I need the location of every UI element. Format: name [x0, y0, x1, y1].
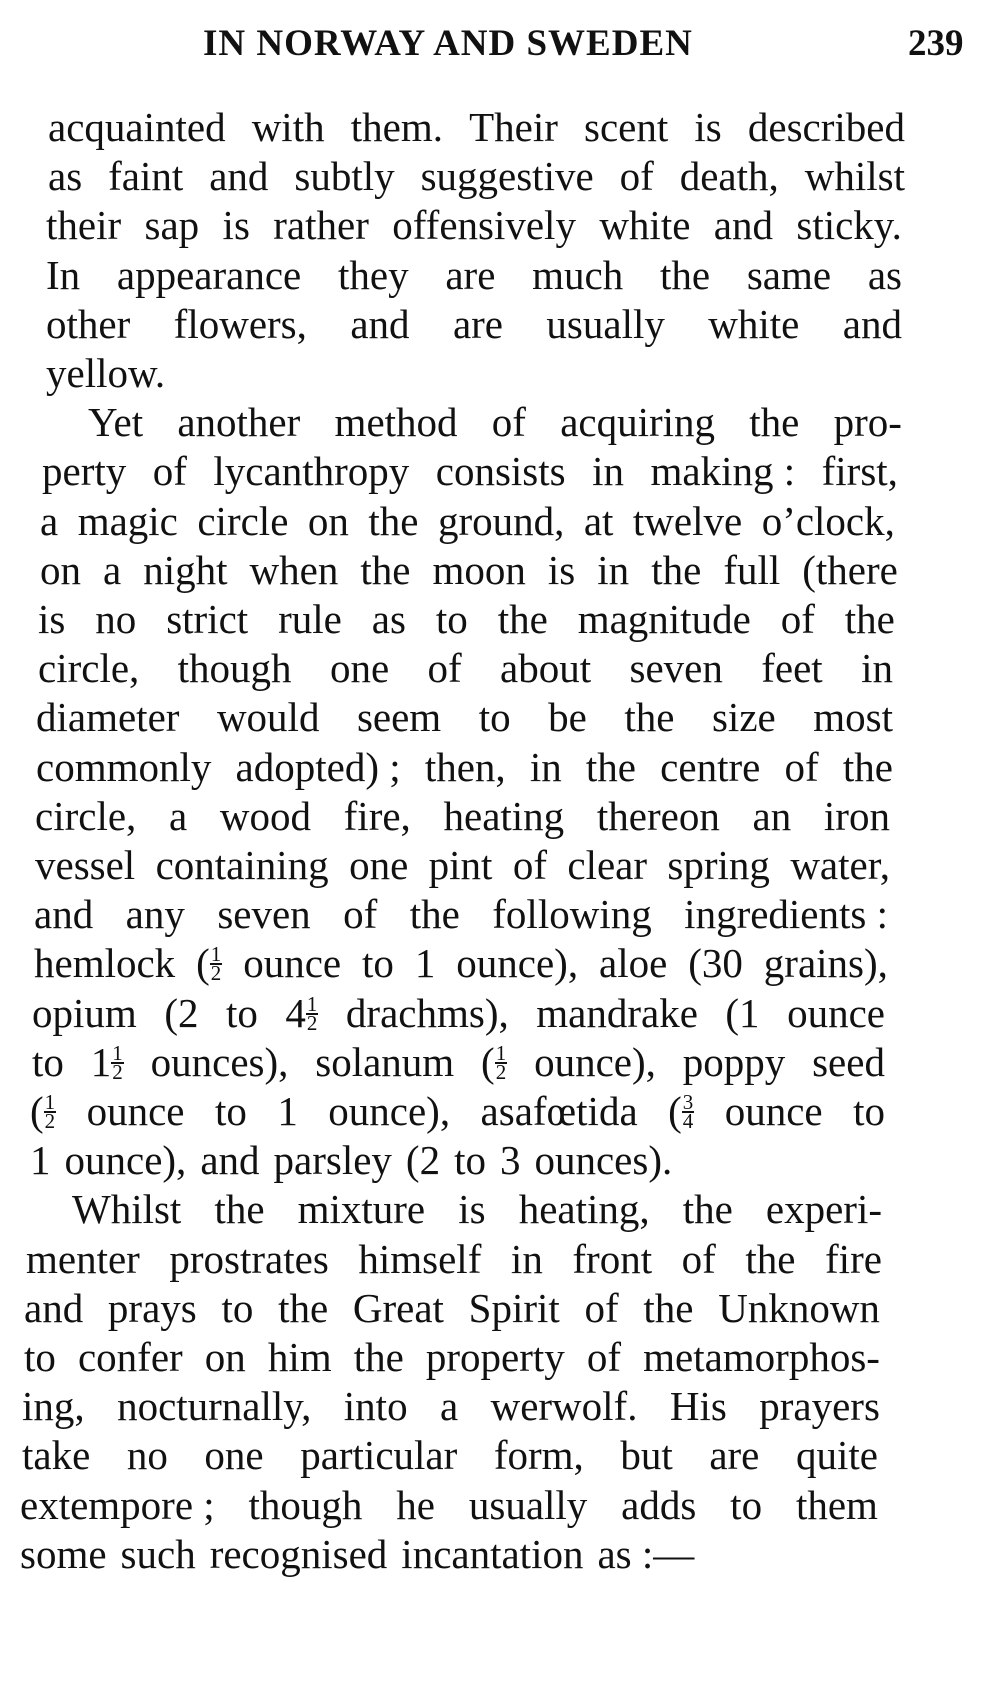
word: diameter — [36, 694, 180, 741]
word: twelve — [632, 497, 743, 544]
word: the — [651, 546, 702, 593]
word: the — [368, 497, 419, 544]
word: to — [435, 596, 468, 642]
word: ounce — [787, 989, 885, 1036]
word: quite — [795, 1432, 878, 1479]
word: to — [478, 694, 511, 741]
word: of — [491, 399, 526, 446]
word: a — [103, 546, 122, 593]
word: ( $\frac{1}{2}$ — [481, 1038, 507, 1085]
word: grains), — [763, 940, 888, 987]
word: their — [46, 202, 122, 249]
word: 1 — [414, 940, 436, 987]
word: (1 — [725, 989, 760, 1036]
word: ounces), — [150, 1038, 289, 1085]
word: opium — [32, 989, 137, 1036]
word: of — [681, 1235, 716, 1282]
text-line — [24, 1283, 880, 1333]
word: making : — [650, 448, 796, 495]
word: the — [660, 251, 711, 298]
word: is — [694, 104, 722, 150]
word: of — [780, 596, 815, 642]
word: the — [360, 546, 411, 593]
word: ounce — [86, 1088, 185, 1134]
word: on — [204, 1334, 246, 1380]
word: take — [22, 1432, 91, 1479]
text-line — [72, 1184, 882, 1234]
word: 3 — [499, 1137, 521, 1184]
word: the — [585, 743, 636, 790]
word: acquainted — [48, 104, 226, 150]
word: Yet — [88, 399, 144, 446]
word: the — [353, 1334, 404, 1380]
text-line — [36, 742, 893, 792]
text-line — [38, 643, 893, 693]
word: confer — [77, 1334, 183, 1380]
word: appearance — [116, 251, 302, 298]
word: to — [454, 1137, 486, 1184]
text-line — [35, 791, 890, 841]
word: containing — [155, 842, 329, 888]
word: recognised — [209, 1530, 388, 1577]
word: them. — [350, 104, 443, 150]
word: when — [249, 546, 339, 593]
word: himself — [358, 1235, 482, 1282]
word: metamorphos- — [643, 1334, 880, 1380]
word: a — [168, 792, 188, 839]
word: and — [350, 300, 410, 347]
word: ounce), — [328, 1088, 451, 1134]
word: ( $\frac{1}{2}$ — [196, 940, 222, 987]
word: flowers, — [173, 300, 307, 347]
text-line — [88, 397, 902, 447]
word: particular — [300, 1432, 458, 1479]
word: the — [745, 1235, 796, 1282]
word: adds — [621, 1481, 697, 1528]
word: to — [214, 1088, 247, 1134]
word: hemlock — [34, 940, 176, 987]
word: form, — [493, 1432, 584, 1479]
word: and — [713, 202, 773, 249]
word: and — [209, 153, 269, 200]
word: pint — [428, 842, 493, 888]
word: the — [643, 1284, 694, 1331]
word: magic — [77, 497, 178, 544]
word: Whilst — [72, 1186, 182, 1233]
word: ( $\frac{3}{4}$ — [668, 1088, 694, 1134]
word: front — [572, 1235, 653, 1282]
word: one — [204, 1432, 264, 1479]
word: an — [752, 792, 792, 839]
word: ounce), — [534, 1038, 656, 1085]
word: prayers — [759, 1383, 880, 1430]
word: would — [216, 694, 320, 741]
word: mandrake — [536, 989, 698, 1036]
word: to — [24, 1334, 56, 1380]
text-line — [38, 594, 895, 644]
word: white — [599, 202, 691, 249]
word: and — [200, 1137, 260, 1184]
word: is — [547, 546, 576, 593]
word: heating — [443, 792, 565, 839]
word: though — [248, 1481, 363, 1528]
word: as — [48, 153, 83, 200]
word: ounce), — [64, 1137, 187, 1184]
word: the — [844, 596, 895, 642]
word: and — [842, 300, 902, 347]
word: seven — [629, 645, 723, 692]
word: wood — [219, 792, 311, 839]
word: of — [784, 743, 819, 790]
word: of — [512, 842, 547, 888]
word: rather — [273, 202, 369, 249]
word: heating, — [518, 1186, 650, 1233]
word: poppy — [682, 1038, 786, 1085]
word: lycanthropy — [213, 448, 410, 495]
word: as — [371, 596, 406, 642]
word: first, — [821, 448, 898, 495]
word: the — [749, 399, 800, 446]
text-line — [48, 151, 905, 201]
word: are — [709, 1432, 760, 1479]
word: no — [95, 596, 137, 642]
text-line — [36, 692, 893, 742]
word: in — [597, 546, 630, 593]
word: into — [343, 1383, 408, 1430]
word: white — [708, 300, 800, 347]
word: Their — [469, 104, 558, 150]
word: a — [439, 1383, 459, 1430]
word: to — [730, 1481, 763, 1528]
word: some — [20, 1530, 107, 1577]
word: Unknown — [718, 1284, 880, 1331]
word: o’clock, — [761, 497, 895, 544]
word: usually — [468, 1481, 588, 1528]
word: about — [500, 645, 592, 692]
word: ounce), — [456, 940, 579, 987]
text-line — [46, 200, 902, 250]
text-line — [32, 1037, 885, 1087]
word: no — [126, 1432, 168, 1479]
text-line — [35, 840, 890, 890]
word: perty — [42, 448, 127, 495]
word: as — [867, 251, 902, 298]
text-line — [40, 496, 895, 546]
word: sap — [144, 202, 200, 249]
word: magnitude — [577, 596, 751, 642]
word: size — [711, 694, 776, 741]
word: (there — [802, 546, 898, 593]
word: the — [842, 743, 893, 790]
word: werwolf. — [490, 1383, 638, 1430]
word: are — [445, 251, 496, 298]
word: them — [795, 1481, 878, 1528]
word: whilst — [804, 153, 905, 200]
text-line — [26, 1234, 882, 1284]
word: strict — [166, 596, 249, 642]
word: of — [427, 645, 462, 692]
word: of — [152, 448, 187, 495]
word: of — [343, 891, 378, 938]
word: pro- — [833, 399, 902, 446]
word: consists — [435, 448, 566, 495]
word: a — [40, 497, 59, 544]
word: they — [338, 251, 409, 298]
word: circle — [197, 497, 289, 544]
running-title: IN NORWAY AND SWEDEN — [203, 23, 693, 64]
word: circle, — [38, 645, 140, 692]
word: as :— — [597, 1530, 695, 1577]
word: acquiring — [560, 399, 716, 446]
word: moon — [432, 546, 526, 593]
word: rule — [278, 596, 342, 642]
word: to — [362, 940, 394, 987]
text-line — [48, 102, 905, 152]
word: ground, — [437, 497, 565, 544]
word: the — [409, 891, 460, 938]
word: following — [492, 891, 652, 938]
word: though — [177, 645, 292, 692]
text-line — [20, 1529, 770, 1579]
word: in — [861, 645, 893, 692]
word: property — [425, 1334, 565, 1380]
word: yellow. — [46, 350, 166, 396]
word: ing, — [22, 1383, 85, 1430]
word: one — [329, 645, 390, 692]
text-line — [30, 1086, 885, 1136]
word: the — [497, 596, 548, 642]
word: much — [532, 251, 624, 298]
text-line — [34, 938, 888, 988]
word: nocturnally, — [117, 1383, 312, 1430]
word: prostrates — [169, 1235, 329, 1282]
word: solanum — [315, 1038, 455, 1085]
word: the — [682, 1186, 733, 1233]
word: most — [813, 694, 893, 741]
word: scent — [584, 104, 669, 150]
word: same — [746, 251, 832, 298]
word: full — [723, 546, 781, 593]
word: water, — [790, 842, 890, 888]
word: to — [32, 1038, 64, 1085]
word: fire, — [343, 792, 411, 839]
text-line — [22, 1381, 880, 1431]
word: is — [458, 1186, 486, 1233]
word: extempore ; — [20, 1481, 215, 1528]
text-line — [42, 446, 898, 496]
word: Spirit — [468, 1284, 560, 1331]
word: faint — [108, 153, 184, 200]
word: (2 — [405, 1137, 441, 1184]
word: vessel — [35, 842, 136, 888]
word: commonly — [36, 743, 212, 790]
word: ounce — [243, 940, 342, 987]
word: seed — [812, 1038, 885, 1085]
word: asafœtida — [480, 1088, 638, 1134]
word: circle, — [35, 792, 137, 839]
text-line — [24, 1332, 880, 1382]
word: on — [40, 546, 81, 593]
text-line — [40, 545, 898, 595]
word: of — [586, 1334, 622, 1380]
word: ingredients : — [684, 891, 888, 938]
word: is — [38, 596, 66, 642]
word: menter — [26, 1235, 140, 1282]
word: night — [143, 546, 228, 593]
word: one — [349, 842, 409, 888]
word: ounces). — [534, 1137, 673, 1184]
word: ( $\frac{1}{2}$ — [30, 1088, 56, 1134]
word: 1 $\frac{1}{2}$ — [90, 1038, 123, 1085]
word: seem — [356, 694, 442, 741]
word: drachms), — [345, 989, 509, 1036]
word: feet — [761, 645, 823, 692]
word: but — [620, 1432, 673, 1479]
word: spring — [667, 842, 770, 888]
word: His — [669, 1383, 727, 1430]
word: he — [396, 1481, 435, 1528]
word: in — [510, 1235, 543, 1282]
word: to — [225, 989, 258, 1036]
word: Great — [352, 1284, 444, 1331]
word: be — [548, 694, 587, 741]
text-line — [22, 1430, 878, 1480]
word: him — [267, 1334, 332, 1380]
word: on — [307, 497, 349, 544]
word: seven — [217, 891, 311, 938]
word: 1 — [277, 1088, 298, 1134]
word: the — [214, 1186, 265, 1233]
word: at — [583, 497, 614, 544]
word: prays — [107, 1284, 197, 1331]
word: mixture — [297, 1186, 426, 1233]
word: with — [251, 104, 325, 150]
word: 4 $\frac{1}{2}$ — [285, 989, 318, 1036]
word: centre — [660, 743, 761, 790]
word: (2 — [164, 989, 199, 1036]
word: to — [853, 1088, 885, 1134]
word: aloe — [599, 940, 668, 987]
text-line — [46, 348, 180, 398]
word: described — [747, 104, 905, 150]
word: thereon — [596, 792, 720, 839]
word: are — [452, 300, 503, 347]
word: such — [120, 1530, 196, 1577]
word: death, — [679, 153, 779, 200]
text-line — [34, 889, 888, 939]
word: incantation — [401, 1530, 584, 1577]
text-line — [46, 250, 902, 300]
word: in — [529, 743, 562, 790]
page-number: 239 — [908, 23, 964, 64]
word: subtly — [294, 153, 395, 200]
text-line — [30, 1135, 700, 1185]
word: method — [334, 399, 458, 446]
word: offensively — [392, 202, 576, 249]
word: and — [24, 1284, 84, 1331]
word: of — [619, 153, 654, 200]
word: experi- — [765, 1186, 882, 1233]
word: ounce — [724, 1088, 823, 1134]
word: of — [584, 1284, 619, 1331]
word: sticky. — [796, 202, 902, 249]
word: (30 — [688, 940, 743, 987]
word: 1 — [30, 1137, 51, 1184]
word: and — [34, 891, 94, 938]
word: in — [592, 448, 625, 495]
word: parsley — [273, 1137, 392, 1184]
word: other — [46, 300, 131, 347]
word: is — [222, 202, 250, 249]
word: In — [46, 251, 81, 298]
word: any — [125, 891, 185, 938]
text-line — [20, 1480, 878, 1530]
word: iron — [823, 792, 890, 839]
word: suggestive — [420, 153, 594, 200]
word: adopted) ; — [235, 743, 401, 790]
text-line — [32, 988, 885, 1038]
word: then, — [424, 743, 506, 790]
word: another — [177, 399, 301, 446]
word: fire — [825, 1235, 882, 1282]
word: the — [278, 1284, 329, 1331]
word: clear — [567, 842, 648, 888]
word: the — [624, 694, 675, 741]
text-line — [46, 299, 902, 349]
running-head — [0, 22, 1000, 72]
word: usually — [546, 300, 665, 347]
word: to — [221, 1284, 254, 1331]
